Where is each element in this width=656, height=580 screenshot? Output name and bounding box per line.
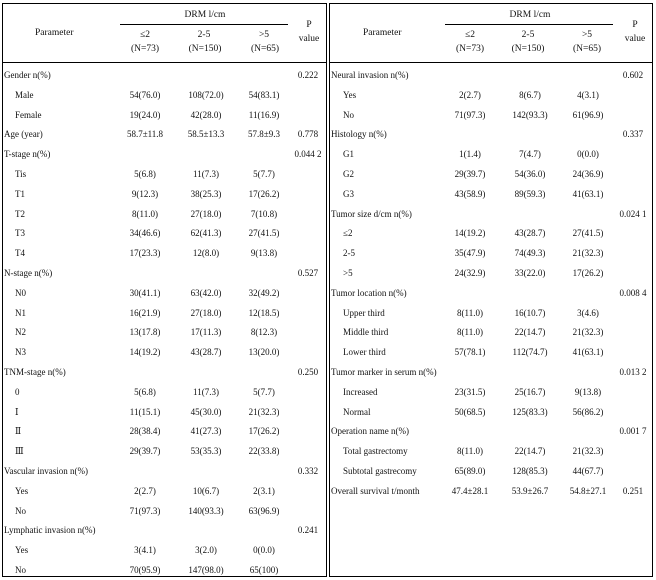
right-row-label: Increased <box>343 386 378 397</box>
right-row-value-drm-gt5: 56(86.2) <box>572 406 604 417</box>
right-row-value-drm-2-5: 22(14.7) <box>514 446 546 457</box>
right-row-label: Middle third <box>343 327 389 338</box>
left-row-label: N2 <box>15 327 26 338</box>
left-row-label: Tis <box>15 169 27 179</box>
right-row-label: Operation name n(%) <box>331 426 409 437</box>
right-top-rule <box>330 3 652 4</box>
right-row-label: No <box>343 109 354 120</box>
left-header-rule <box>3 62 326 63</box>
left-row-value-drm-2-5: 12(8.0) <box>192 248 220 259</box>
right-row-label: G2 <box>343 169 354 179</box>
right-row-value-drm-2-5: 8(6.7) <box>519 89 541 100</box>
right-row-value-drm-2-5: 128(85.3) <box>512 466 548 476</box>
left-row-value-drm-gt5: 5(7.7) <box>253 169 275 179</box>
right-row-value-drm-2-5: 89(59.3) <box>514 188 546 199</box>
right-row-p-value: 0.013 2 <box>619 367 647 377</box>
left-row-label: N-stage n(%) <box>4 268 53 278</box>
right-row-p-value: 0.001 7 <box>619 426 647 437</box>
center-divider-1 <box>326 3 327 577</box>
right-row-p-value: 0.337 <box>622 129 644 140</box>
right-row-value-drm-2-5: 142(93.3) <box>512 109 548 120</box>
left-row-label: Male <box>15 89 34 100</box>
left-header-n1: (N=73) <box>130 44 160 54</box>
right-row-p-value: 0.251 <box>622 485 644 496</box>
right-row-value-drm-le2: 35(47.9) <box>454 248 486 259</box>
right-row-p-value: 0.602 <box>622 70 644 80</box>
right-row-value-drm-2-5: 53.9±26.7 <box>511 485 549 496</box>
left-row-value-drm-gt5: 54(83.1) <box>248 89 280 100</box>
left-row-value-drm-gt5: 21(32.3) <box>248 406 280 417</box>
right-row-value-drm-gt5: 4(3.1) <box>577 89 599 100</box>
right-row-value-drm-le2: 71(97.3) <box>454 109 486 120</box>
left-row-value-drm-le2: 11(15.1) <box>129 406 161 417</box>
left-row-value-drm-2-5: 53(35.3) <box>190 446 222 457</box>
left-row-value-drm-le2: 19(24.0) <box>129 109 161 120</box>
left-row-p-value: 0.332 <box>297 466 319 476</box>
left-row-label: T3 <box>15 228 25 239</box>
left-row-label: N0 <box>15 287 26 298</box>
right-row-label: Normal <box>343 406 371 417</box>
right-row-label: G3 <box>343 188 354 199</box>
left-row-label: 0 <box>15 386 20 397</box>
left-row-label: Vascular invasion n(%) <box>4 466 88 476</box>
left-row-label: T2 <box>15 208 25 219</box>
left-row-value-drm-gt5: 57.8±9.3 <box>248 129 280 140</box>
left-header-drm: DRM l/cm <box>184 10 226 20</box>
right-row-label: Upper third <box>343 307 385 318</box>
right-row-p-value: 0.024 1 <box>619 208 647 219</box>
left-row-value-drm-2-5: 140(93.3) <box>188 505 224 516</box>
left-row-value-drm-le2: 30(41.1) <box>129 287 161 298</box>
right-header-n3: (N=65) <box>572 44 602 54</box>
left-header-p: P <box>306 20 312 30</box>
left-row-value-drm-2-5: 62(41.3) <box>190 228 222 239</box>
right-row-value-drm-gt5: 3(4.6) <box>577 307 599 318</box>
right-row-value-drm-gt5: 17(26.2) <box>572 268 604 278</box>
left-row-value-drm-le2: 9(12.3) <box>131 188 159 199</box>
right-row-value-drm-le2: 43(58.9) <box>454 188 486 199</box>
left-row-label: Yes <box>15 485 29 496</box>
right-header-n2: (N=150) <box>511 44 545 54</box>
left-row-p-value: 0.222 <box>297 70 319 80</box>
right-row-label: Lower third <box>343 347 386 358</box>
left-row-p-value: 0.250 <box>297 367 319 377</box>
right-row-value-drm-2-5: 7(4.7) <box>519 149 541 160</box>
right-row-value-drm-gt5: 41(63.1) <box>572 347 604 358</box>
left-row-value-drm-2-5: 10(6.7) <box>192 485 220 496</box>
right-row-value-drm-gt5: 54.8±27.1 <box>569 485 607 496</box>
left-row-value-drm-2-5: 45(30.0) <box>190 406 222 417</box>
right-row-value-drm-gt5: 21(32.3) <box>572 327 604 338</box>
left-row-value-drm-gt5: 17(26.2) <box>248 426 280 437</box>
left-row-value-drm-2-5: 11(7.3) <box>193 386 219 397</box>
right-row-value-drm-2-5: 16(10.7) <box>514 307 546 318</box>
right-row-label: Neural invasion n(%) <box>331 70 409 80</box>
left-row-value-drm-le2: 5(6.8) <box>134 386 156 397</box>
left-row-value-drm-le2: 14(19.2) <box>129 347 161 358</box>
left-row-label: No <box>15 565 26 575</box>
left-row-value-drm-gt5: 0(0.0) <box>253 545 275 556</box>
left-row-value-drm-gt5: 13(20.0) <box>248 347 280 358</box>
right-row-value-drm-le2: 50(68.5) <box>454 406 486 417</box>
left-row-value-drm-2-5: 43(28.7) <box>190 347 222 358</box>
left-row-value-drm-2-5: 27(18.0) <box>190 307 222 318</box>
left-row-value-drm-le2: 34(46.6) <box>129 228 161 239</box>
right-header-c2: 2-5 <box>521 30 535 40</box>
left-header-c1: ≤2 <box>140 30 150 40</box>
right-row-value-drm-2-5: 74(49.3) <box>514 248 546 259</box>
left-row-value-drm-le2: 71(97.3) <box>129 505 161 516</box>
left-row-value-drm-le2: 3(4.1) <box>134 545 156 556</box>
left-header-parameter: Parameter <box>35 28 74 38</box>
right-row-value-drm-le2: 1(1.4) <box>459 149 481 160</box>
right-row-value-drm-gt5: 0(0.0) <box>577 149 599 160</box>
left-header-value: value <box>298 34 320 44</box>
right-bottom-rule <box>330 576 652 577</box>
left-row-value-drm-gt5: 9(13.8) <box>250 248 278 259</box>
right-row-value-drm-gt5: 41(63.1) <box>572 188 604 199</box>
left-row-value-drm-2-5: 147(98.0) <box>188 565 224 575</box>
left-row-value-drm-gt5: 7(10.8) <box>250 208 278 219</box>
right-row-value-drm-2-5: 33(22.0) <box>514 268 546 278</box>
right-header-c1: ≤2 <box>465 30 475 40</box>
right-row-value-drm-gt5: 27(41.5) <box>572 228 604 239</box>
right-row-value-drm-2-5: 112(74.7) <box>512 347 548 358</box>
right-row-label: G1 <box>343 149 354 160</box>
right-row-value-drm-gt5: 24(36.9) <box>572 169 604 179</box>
left-row-value-drm-gt5: 2(3.1) <box>253 485 275 496</box>
left-row-value-drm-le2: 2(2.7) <box>134 485 156 496</box>
left-row-label: Yes <box>15 545 29 556</box>
left-row-label: N3 <box>15 347 26 358</box>
right-row-label: Yes <box>343 89 357 100</box>
left-row-label: Female <box>15 109 42 120</box>
right-row-value-drm-le2: 65(89.0) <box>454 466 486 476</box>
left-row-label: T4 <box>15 248 25 259</box>
right-row-value-drm-le2: 8(11.0) <box>457 327 483 338</box>
left-row-value-drm-2-5: 58.5±13.3 <box>187 129 225 140</box>
right-border <box>652 3 653 577</box>
left-row-value-drm-le2: 29(39.7) <box>129 446 161 457</box>
left-drm-rule <box>120 24 288 25</box>
right-row-value-drm-gt5: 44(67.7) <box>572 466 604 476</box>
left-row-label: TNM-stage n(%) <box>4 367 66 377</box>
right-row-value-drm-le2: 29(39.7) <box>454 169 486 179</box>
right-row-label: Overall survival t/month <box>331 485 420 496</box>
right-header-p: P <box>632 20 638 30</box>
left-row-p-value: 0.241 <box>297 525 319 536</box>
right-row-value-drm-gt5: 61(96.9) <box>572 109 604 120</box>
left-header-c2: 2-5 <box>197 30 211 40</box>
left-row-label: N1 <box>15 307 26 318</box>
right-drm-rule <box>445 24 613 25</box>
left-border <box>2 3 3 577</box>
left-row-p-value: 0.527 <box>297 268 319 278</box>
left-header-n3: (N=65) <box>250 44 280 54</box>
right-row-value-drm-le2: 47.4±28.1 <box>451 485 489 496</box>
left-row-value-drm-le2: 58.7±11.8 <box>126 129 164 140</box>
left-row-value-drm-gt5: 11(16.9) <box>248 109 280 120</box>
right-row-value-drm-le2: 14(19.2) <box>454 228 486 239</box>
left-row-value-drm-le2: 70(95.9) <box>129 565 161 575</box>
left-row-value-drm-gt5: 27(41.5) <box>248 228 280 239</box>
left-row-p-value: 0.778 <box>297 129 319 140</box>
right-row-value-drm-le2: 2(2.7) <box>459 89 481 100</box>
left-row-p-value: 0.044 2 <box>294 149 322 160</box>
left-row-value-drm-le2: 8(11.0) <box>132 208 158 219</box>
left-row-value-drm-2-5: 11(7.3) <box>193 169 219 179</box>
left-row-value-drm-gt5: 65(100) <box>249 565 279 575</box>
left-row-value-drm-le2: 28(38.4) <box>129 426 161 437</box>
right-row-label: >5 <box>343 268 353 278</box>
left-bottom-rule <box>3 576 326 577</box>
right-row-value-drm-le2: 24(32.9) <box>454 268 486 278</box>
right-row-label: Subtotal gastrecomy <box>343 466 417 476</box>
left-row-value-drm-2-5: 38(25.3) <box>190 188 222 199</box>
left-row-value-drm-gt5: 17(26.2) <box>248 188 280 199</box>
right-row-value-drm-le2: 8(11.0) <box>457 446 483 457</box>
right-row-value-drm-2-5: 54(36.0) <box>514 169 546 179</box>
right-row-value-drm-gt5: 21(32.3) <box>572 446 604 457</box>
left-row-value-drm-gt5: 22(33.8) <box>248 446 280 457</box>
left-row-value-drm-gt5: 12(18.5) <box>248 307 280 318</box>
left-row-label: Ⅲ <box>15 446 24 457</box>
right-row-label: Histology n(%) <box>331 129 387 140</box>
right-row-label: Tumor marker in serum n(%) <box>331 367 437 377</box>
right-header-parameter: Parameter <box>363 28 402 38</box>
right-row-label: Tumor size d/cm n(%) <box>331 208 412 219</box>
right-row-label: Total gastrectomy <box>343 446 408 457</box>
left-row-label: T-stage n(%) <box>4 149 51 160</box>
left-row-value-drm-le2: 13(17.8) <box>129 327 161 338</box>
left-row-value-drm-le2: 17(23.3) <box>129 248 161 259</box>
right-header-rule <box>330 62 652 63</box>
right-header-n1: (N=73) <box>455 44 485 54</box>
left-top-rule <box>3 3 326 4</box>
right-row-label: Tumor location n(%) <box>331 287 407 298</box>
left-row-value-drm-le2: 16(21.9) <box>129 307 161 318</box>
left-header-c3: >5 <box>258 30 270 40</box>
right-row-label: 2-5 <box>343 248 355 259</box>
right-row-value-drm-2-5: 22(14.7) <box>514 327 546 338</box>
left-row-value-drm-gt5: 32(49.2) <box>248 287 280 298</box>
left-row-value-drm-2-5: 63(42.0) <box>190 287 222 298</box>
left-row-label: T1 <box>15 188 25 199</box>
right-row-value-drm-gt5: 9(13.8) <box>574 386 602 397</box>
right-row-value-drm-2-5: 25(16.7) <box>514 386 546 397</box>
left-row-label: Gender n(%) <box>4 70 51 80</box>
left-row-value-drm-2-5: 42(28.0) <box>190 109 222 120</box>
left-row-label: Ⅱ <box>15 426 22 437</box>
left-row-value-drm-gt5: 8(12.3) <box>250 327 278 338</box>
left-row-value-drm-2-5: 17(11.3) <box>190 327 222 338</box>
left-row-value-drm-2-5: 108(72.0) <box>188 89 224 100</box>
left-row-value-drm-2-5: 3(2.0) <box>195 545 217 556</box>
left-row-label: Ⅰ <box>15 406 19 417</box>
center-divider-2 <box>329 3 330 577</box>
right-row-value-drm-le2: 23(31.5) <box>454 386 486 397</box>
left-row-label: Lymphatic invasion n(%) <box>4 525 96 536</box>
right-row-p-value: 0.008 4 <box>619 287 647 298</box>
left-row-value-drm-le2: 54(76.0) <box>129 89 161 100</box>
left-row-value-drm-2-5: 27(18.0) <box>190 208 222 219</box>
right-row-value-drm-gt5: 21(32.3) <box>572 248 604 259</box>
left-row-value-drm-gt5: 5(7.7) <box>253 386 275 397</box>
right-row-value-drm-2-5: 43(28.7) <box>514 228 546 239</box>
left-header-n2: (N=150) <box>188 44 222 54</box>
left-row-label: No <box>15 505 26 516</box>
left-row-value-drm-le2: 5(6.8) <box>134 169 156 179</box>
right-row-label: ≤2 <box>343 228 353 239</box>
right-row-value-drm-le2: 8(11.0) <box>457 307 483 318</box>
right-header-value: value <box>624 34 646 44</box>
left-row-value-drm-2-5: 41(27.3) <box>190 426 222 437</box>
left-row-label: Age (year) <box>4 129 43 140</box>
right-row-value-drm-2-5: 125(83.3) <box>512 406 548 417</box>
right-header-c3: >5 <box>581 30 593 40</box>
right-header-drm: DRM l/cm <box>509 10 551 20</box>
right-row-value-drm-le2: 57(78.1) <box>454 347 486 358</box>
left-row-value-drm-gt5: 63(96.9) <box>248 505 280 516</box>
